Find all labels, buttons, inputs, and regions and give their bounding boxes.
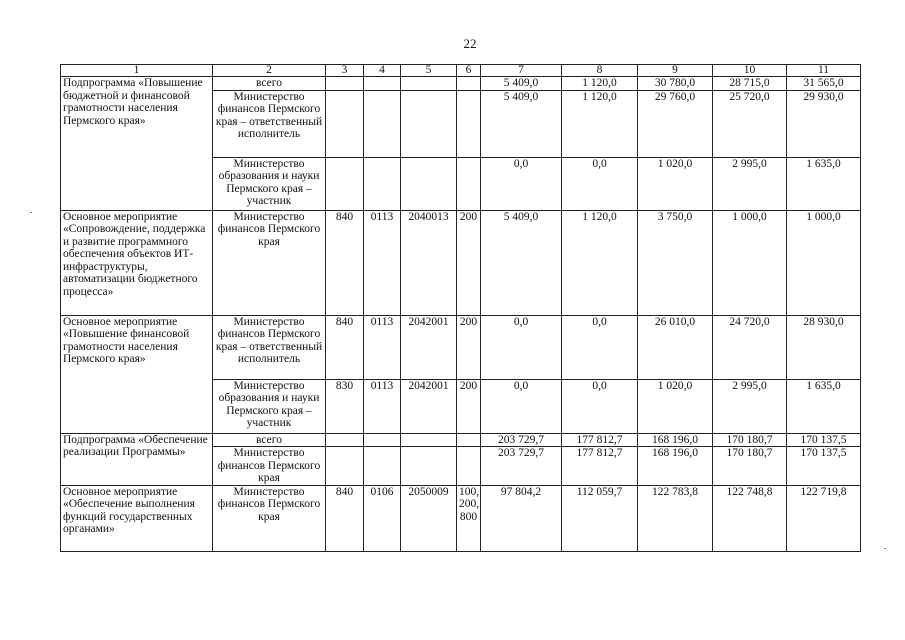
value-cell: 5 409,0 [481, 210, 562, 315]
value-cell: 1 120,0 [562, 210, 638, 315]
col-header: 4 [364, 65, 401, 77]
executor-cell: Министерство финансов Пермского края [213, 485, 326, 551]
value-cell: 168 196,0 [638, 447, 713, 486]
grbs-cell: 840 [326, 485, 364, 551]
section-cell: 0113 [364, 315, 401, 379]
value-cell: 1 000,0 [713, 210, 787, 315]
budget-table [60, 64, 861, 552]
executor-cell: Министерство финансов Пермского края [213, 447, 326, 486]
col-header: 5 [401, 65, 457, 77]
program-name: Основное мероприятие «Повышение финансовой грамотности населения Пермского края» [61, 315, 213, 433]
expense-type-cell [457, 90, 481, 157]
target-article-cell [401, 433, 457, 447]
value-cell: 1 020,0 [638, 157, 713, 210]
value-cell: 29 930,0 [787, 90, 861, 157]
value-cell: 177 812,7 [562, 447, 638, 486]
col-header: 1 [61, 65, 213, 77]
value-cell: 30 780,0 [638, 77, 713, 91]
executor-cell: всего [213, 77, 326, 91]
section-cell [364, 433, 401, 447]
value-cell: 25 720,0 [713, 90, 787, 157]
section-cell: 0113 [364, 210, 401, 315]
executor-cell: Министерство финансов Пермского края – ответственный исполнитель [213, 315, 326, 379]
value-cell: 29 760,0 [638, 90, 713, 157]
table-row [61, 315, 861, 379]
expense-type-cell [457, 433, 481, 447]
value-cell: 203 729,7 [481, 433, 562, 447]
expense-type-cell: 200 [457, 210, 481, 315]
col-header: 7 [481, 65, 562, 77]
value-cell: 24 720,0 [713, 315, 787, 379]
value-cell: 170 137,5 [787, 447, 861, 486]
value-cell: 1 120,0 [562, 77, 638, 91]
target-article-cell: 2040013 [401, 210, 457, 315]
value-cell: 0,0 [481, 315, 562, 379]
expense-type-cell: 200 [457, 379, 481, 433]
section-cell: 0106 [364, 485, 401, 551]
value-cell: 1 000,0 [787, 210, 861, 315]
value-cell: 170 137,5 [787, 433, 861, 447]
value-cell: 0,0 [562, 157, 638, 210]
header-row [61, 65, 861, 77]
value-cell: 3 750,0 [638, 210, 713, 315]
value-cell: 5 409,0 [481, 77, 562, 91]
target-article-cell [401, 90, 457, 157]
expense-type-cell [457, 447, 481, 486]
expense-type-cell: 100, 200, 800 [457, 485, 481, 551]
value-cell: 122 748,8 [713, 485, 787, 551]
value-cell: 203 729,7 [481, 447, 562, 486]
value-cell: 97 804,2 [481, 485, 562, 551]
grbs-cell: 840 [326, 315, 364, 379]
value-cell: 1 635,0 [787, 379, 861, 433]
section-cell [364, 77, 401, 91]
expense-type-cell: 200 [457, 315, 481, 379]
scan-speck [30, 212, 32, 213]
value-cell: 1 120,0 [562, 90, 638, 157]
target-article-cell [401, 77, 457, 91]
executor-cell: Министерство финансов Пермского края [213, 210, 326, 315]
value-cell: 0,0 [481, 379, 562, 433]
value-cell: 2 995,0 [713, 379, 787, 433]
target-article-cell: 2042001 [401, 315, 457, 379]
value-cell: 2 995,0 [713, 157, 787, 210]
col-header: 6 [457, 65, 481, 77]
value-cell: 170 180,7 [713, 433, 787, 447]
col-header: 10 [713, 65, 787, 77]
table-row [61, 485, 861, 551]
value-cell: 1 020,0 [638, 379, 713, 433]
table-row [61, 210, 861, 315]
value-cell: 5 409,0 [481, 90, 562, 157]
value-cell: 28 930,0 [787, 315, 861, 379]
value-cell: 170 180,7 [713, 447, 787, 486]
program-name: Подпрограмма «Повышение бюджетной и финансовой грамотности населения Пермского края» [61, 77, 213, 211]
grbs-cell [326, 447, 364, 486]
page-number: 22 [463, 36, 477, 51]
program-name: Основное мероприятие «Обеспечение выполнения функций государственных органами» [61, 485, 213, 551]
target-article-cell [401, 157, 457, 210]
col-header: 8 [562, 65, 638, 77]
value-cell: 1 635,0 [787, 157, 861, 210]
section-cell [364, 447, 401, 486]
target-article-cell: 2050009 [401, 485, 457, 551]
target-article-cell [401, 447, 457, 486]
executor-cell: Министерство образования и науки Пермского края – участник [213, 379, 326, 433]
section-cell: 0113 [364, 379, 401, 433]
grbs-cell [326, 90, 364, 157]
value-cell: 177 812,7 [562, 433, 638, 447]
value-cell: 112 059,7 [562, 485, 638, 551]
grbs-cell [326, 433, 364, 447]
value-cell: 0,0 [562, 379, 638, 433]
value-cell: 28 715,0 [713, 77, 787, 91]
expense-type-cell [457, 77, 481, 91]
value-cell: 26 010,0 [638, 315, 713, 379]
table-row [61, 433, 861, 447]
program-name: Подпрограмма «Обеспечение реализации Программы» [61, 433, 213, 485]
executor-cell: Министерство финансов Пермского края – ответственный исполнитель [213, 90, 326, 157]
table-row [61, 77, 861, 91]
section-cell [364, 90, 401, 157]
program-name: Основное мероприятие «Сопровождение, поддержка и развитие программного обеспечения объектов ИТ-инфраструктуры, автоматизации бюджетного процесса» [61, 210, 213, 315]
target-article-cell: 2042001 [401, 379, 457, 433]
grbs-cell [326, 157, 364, 210]
grbs-cell [326, 77, 364, 91]
executor-cell: всего [213, 433, 326, 447]
value-cell: 31 565,0 [787, 77, 861, 91]
col-header: 11 [787, 65, 861, 77]
executor-cell: Министерство образования и науки Пермского края – участник [213, 157, 326, 210]
col-header: 9 [638, 65, 713, 77]
value-cell: 122 783,8 [638, 485, 713, 551]
expense-type-cell [457, 157, 481, 210]
value-cell: 0,0 [562, 315, 638, 379]
grbs-cell: 840 [326, 210, 364, 315]
grbs-cell: 830 [326, 379, 364, 433]
value-cell: 168 196,0 [638, 433, 713, 447]
col-header: 3 [326, 65, 364, 77]
value-cell: 0,0 [481, 157, 562, 210]
scan-speck [884, 548, 886, 549]
col-header: 2 [213, 65, 326, 77]
section-cell [364, 157, 401, 210]
value-cell: 122 719,8 [787, 485, 861, 551]
